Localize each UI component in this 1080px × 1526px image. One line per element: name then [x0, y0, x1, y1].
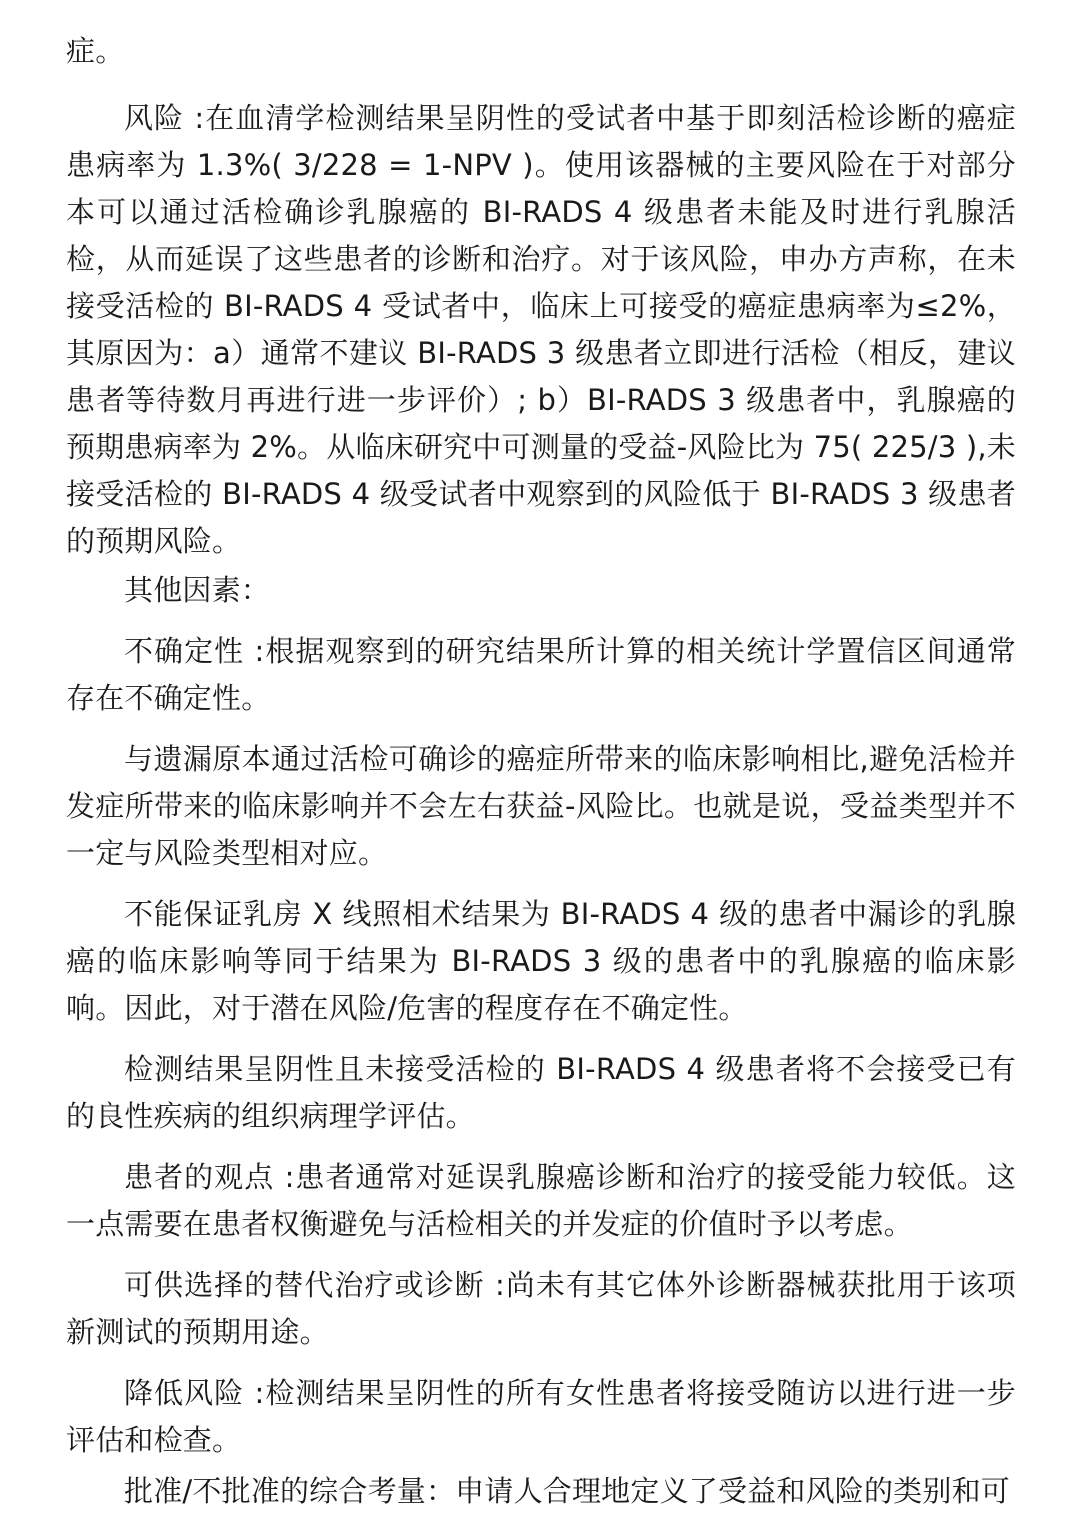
paragraph-risk: 风险 :在血清学检测结果呈阴性的受试者中基于即刻活检诊断的癌症患病率为 1.3%( 3/228 = 1-NPV )。使用该器械的主要风险在于对部分本可以通过活检确诊乳腺癌的 BI-RADS 4 级患者未能及时进行乳腺活检，从而延误了这些患者的诊断和治疗。对于该风险，申办方声称，在未接受活检的 BI-RADS 4 受试者中，临床上可接受的癌症患病率为≤2%，其原因为：a）通常不建议 BI-RADS 3 级患者立即进行活检（相反，建议患者等待数月再进行进一步评价）; b）BI-RADS 3 级患者中，乳腺癌的预期患病率为 2%。从临床研究中可测量的受益-风险比为 75( 225/3 ),未接受活检的 BI-RADS 4 级受试者中观察到的风险低于 BI-RADS 3 级患者的预期风险。 — [66, 101, 1016, 558]
paragraph-patient-view: 患者的观点 :患者通常对延误乳腺癌诊断和治疗的接受能力较低。这一点需要在患者权衡避免与活检相关的并发症的价值时予以考虑。 — [66, 1160, 1016, 1241]
paragraph-uncertainty: 不确定性 :根据观察到的研究结果所计算的相关统计学置信区间通常存在不确定性。 — [66, 634, 1016, 715]
paragraph-complication-impact: 与遗漏原本通过活检可确诊的癌症所带来的临床影响相比,避免活检并发症所带来的临床影响并不会左右获益-风险比。也就是说，受益类型并不一定与风险类型相对应。 — [66, 742, 1016, 870]
paragraph-continuation: 症。 — [66, 34, 125, 68]
paragraph-histopathology: 检测结果呈阴性且未接受活检的 BI-RADS 4 级患者将不会接受已有的良性疾病的组织病理学评估。 — [66, 1052, 1016, 1133]
paragraph-missed-diagnosis: 不能保证乳房 X 线照相术结果为 BI-RADS 4 级的患者中漏诊的乳腺癌的临床影响等同于结果为 BI-RADS 3 级的患者中的乳腺癌的临床影响。因此，对于潜在风险/危害的程度存在不确定性。 — [66, 897, 1016, 1025]
paragraph-other-factors: 其他因素： — [124, 573, 271, 607]
paragraph-approval-considerations: 批准/不批准的综合考量：申请人合理地定义了受益和风险的类别和可 — [124, 1474, 1010, 1508]
document-page — [66, 0, 1016, 1515]
paragraph-risk-mitigation: 降低风险 :检测结果呈阴性的所有女性患者将接受随访以进行进一步评估和检查。 — [66, 1376, 1016, 1457]
paragraph-alternatives: 可供选择的替代治疗或诊断 :尚未有其它体外诊断器械获批用于该项新测试的预期用途。 — [66, 1268, 1016, 1349]
